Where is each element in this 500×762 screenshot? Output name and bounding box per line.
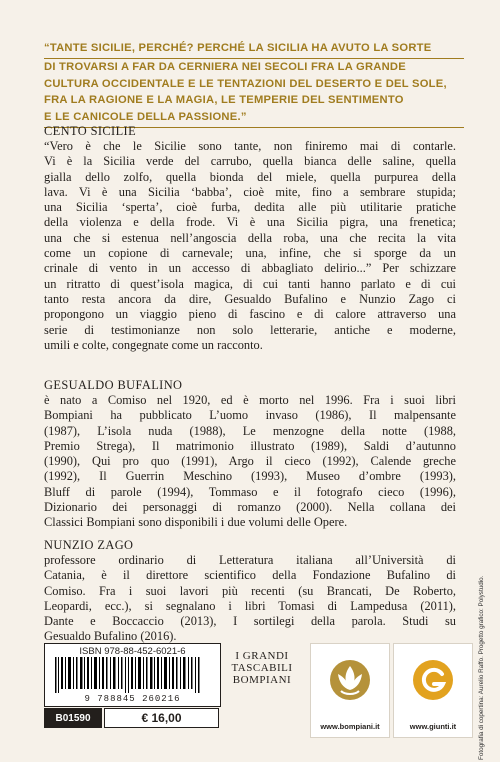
text-line: Comiso. Fra i suoi lavori più recenti (su Brancati, De Roberto, [44,583,456,598]
isbn-box [44,643,221,707]
text-line: Leopardi, ecc.), si segnalano i libri Tomasi di Lampedusa (2011), [44,598,456,613]
text-line: umili e colte, congegnate come un racconto. [44,337,263,352]
bio-text [44,393,456,531]
text-line: serie di testimonianze non solo letterarie, antiche e moderne, [44,322,456,337]
text-line: Vi è la Sicilia verde del carrubo, quella bianca delle saline, quella [44,154,456,169]
text-line: propongono un viaggio pieno di fascino e di calore attraverso una [44,307,456,322]
text-line: un ritratto di quest’isola magica, di cui tanti hanno parlato e di cui [44,276,456,291]
text-line: una che si estenua nell’angoscia della roba, una che recita la vita [44,230,456,245]
text-line: Catania, è il direttore scientifico della Fondazione Bufalino di [44,568,456,583]
text-line: una Sicilia ‘sperta’, cioè furba, dedita alle più utilitarie pratiche [44,200,456,215]
barcode-digits: 9 788845 260216 [84,694,181,704]
barcode-block [44,643,219,743]
quote-line: CULTURA OCCIDENTALE E LE TENTAZIONI DEL DESERTO E DEL SOLE, [44,77,447,90]
giunti-swirl-icon [394,644,472,714]
giunti-logo [393,643,473,738]
quote-line: “TANTE SICILIE, PERCHÉ? PERCHÉ LA SICILIA HA AVUTO LA SORTE [44,40,464,59]
text-line: gialla dello zolfo, quella bionda del miele, quella purpurea della [44,169,456,184]
description-text [44,139,456,353]
text-line: è nato a Comiso nel 1920, ed è morto nel 1996. Fra i suoi libri [44,393,456,407]
section-heading: GESUALDO BUFALINO [44,378,183,392]
quote-line: E LE CANICOLE DELLA PASSIONE.” [44,109,464,128]
price: € 16,00 [104,708,219,728]
text-line: Classici Bompiani sono disponibili i due volumi delle Opere. [44,515,348,530]
text-line: (1987), L’isola nuda (1988), Le menzogne della notte (1988, [44,423,456,438]
bio-text [44,553,456,645]
text-line: Bluff di parole (1994), Tommaso e il fotografo cieco (1996), [44,484,456,499]
text-line: professore ordinario di Letteratura italiana all’Università di [44,553,456,567]
text-line: Dizionario dei personaggi di romanzo (2000). Nella collana dei [44,500,456,515]
giunti-url: www.giunti.it [409,722,457,731]
text-line: lava. Vi è una Sicilia ‘babba’, cioè mite, fino a sembrare stupida; [44,184,456,199]
text-line: (1992), Il Guerrin Meschino (1993), Museo d’ombre (1993), [44,469,456,484]
series-line: BOMPIANI [232,674,292,686]
section-heading: NUNZIO ZAGO [44,538,134,552]
barcode-icon [53,657,213,693]
bompiani-flower-icon [311,644,389,714]
series-line: I GRANDI [235,650,289,662]
series-line: TASCABILI [231,662,293,674]
text-line: tanto resta ancora da dire, Gesualdo Bufalino e Nunzio Zago ci [44,291,456,306]
bompiani-url: www.bompiani.it [320,722,380,731]
text-line: Dante e Boccaccio (2013), I sortilegi della parola. Studi su [44,614,456,629]
isbn-text: ISBN 978-88-452-6021-6 [79,646,186,657]
bompiani-logo [310,643,390,738]
quote-line: FRA LA RAGIONE E LA MAGIA, LE TEMPERIE DEL SENTIMENTO [44,94,404,107]
author-bio-bufalino [44,378,456,531]
photo-credit: Fotografia di copertina: Aurelio Raffo. Progetto grafico: Polystudio. [478,575,485,760]
product-code: B01590 [44,708,102,728]
text-line: crinale di vento in un accesso di abbagliato delirio...” Per schizzare [44,261,456,276]
series-name [226,650,298,686]
text-line: Gesualdo Bufalino (2016). [44,629,177,644]
text-line: Premio Strega), Il matrimonio illustrato (1989), Saldi d’autunno [44,438,456,453]
author-bio-zago [44,538,456,645]
text-line: “Vero è che le Sicilie sono tante, non finiremo mai di contarle. [44,139,456,153]
quote-line: DI TROVARSI A FAR DA CERNIERA NEI SECOLI FRA LA GRANDE [44,61,406,74]
cover-quote [44,40,464,128]
section-heading: CENTO SICILIE [44,124,137,138]
book-description [44,124,456,353]
text-line: (1990), Qui pro quo (1991), Argo il cieco (1992), Calende greche [44,454,456,469]
text-line: Bompiani ha pubblicato L’uomo invaso (1986), Il malpensante [44,408,456,423]
text-line: della violenza e della frode. Vi è una Sicilia pigra, una frenetica; [44,215,456,230]
text-line: come un copione di carnevale; una, infine, che si sporge da un [44,246,456,261]
